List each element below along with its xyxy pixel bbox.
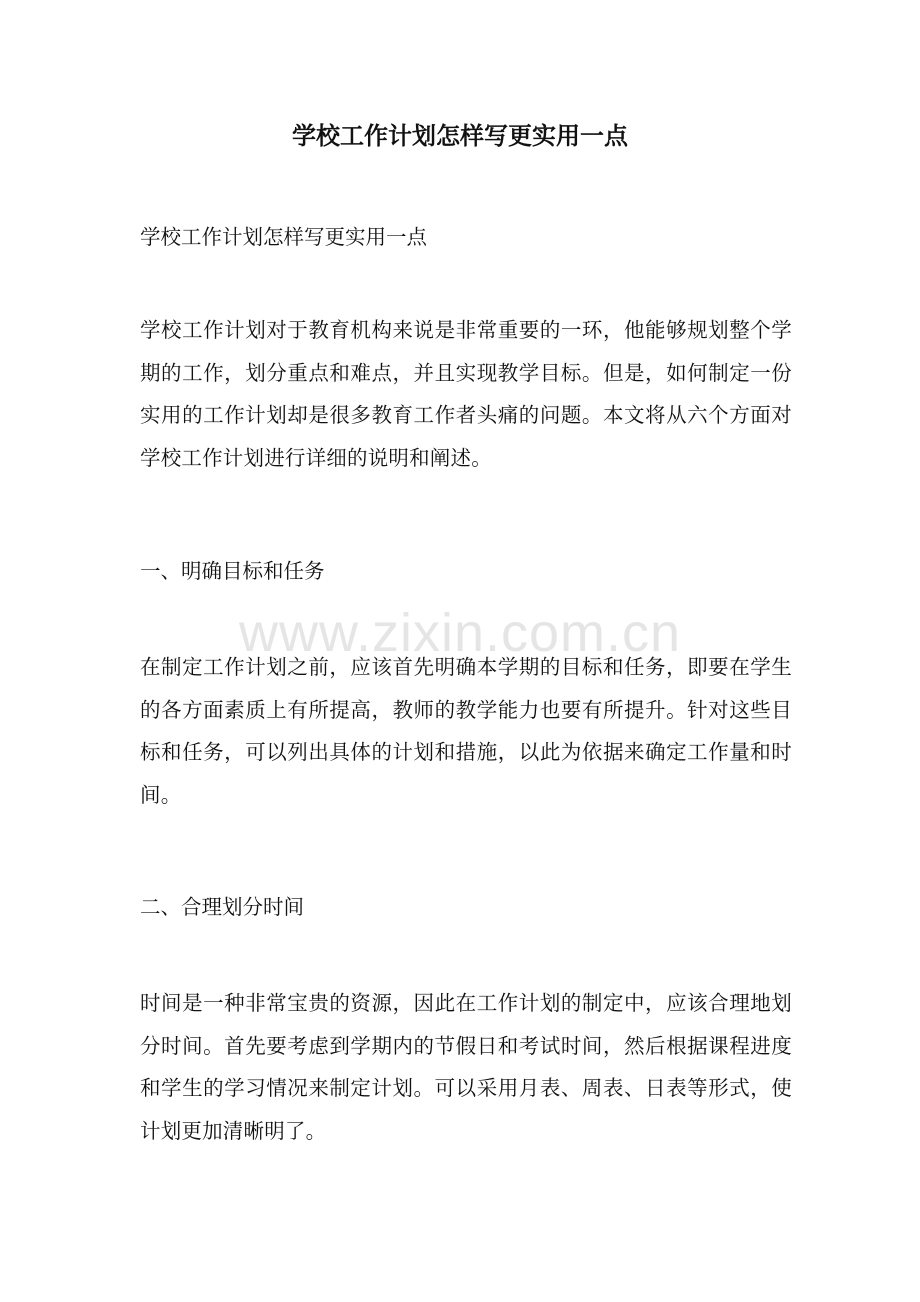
intro-paragraph: 学校工作计划对于教育机构来说是非常重要的一环，他能够规划整个学期的工作，划分重点和难点，并且实现教学目标。但是，如何制定一份实用的工作计划却是很多教育工作者头痛的问题。本文将从六个方面对学校工作计划进行详细的说明和阐述。 bbox=[140, 318, 792, 470]
watermark: www.zixin.com.cn bbox=[238, 603, 682, 663]
section-body-1: 在制定工作计划之前，应该首先明确本学期的目标和任务，即要在学生的各方面素质上有所提高，教师的教学能力也要有所提升。针对这些目标和任务，可以列出具体的计划和措施，以此为依据来确定工作量和时间。 bbox=[140, 655, 792, 807]
section-heading-2: 二、合理划分时间 bbox=[140, 895, 304, 919]
section-body-2: 时间是一种非常宝贵的资源，因此在工作计划的制定中，应该合理地划分时间。首先要考虑到学期内的节假日和考试时间，然后根据课程进度和学生的学习情况来制定计划。可以采用月表、周表、日表等形式，使计划更加清晰明了。 bbox=[140, 991, 792, 1143]
document-title: 学校工作计划怎样写更实用一点 bbox=[292, 121, 628, 150]
document-subtitle: 学校工作计划怎样写更实用一点 bbox=[140, 225, 427, 249]
section-heading-1: 一、明确目标和任务 bbox=[140, 559, 325, 583]
